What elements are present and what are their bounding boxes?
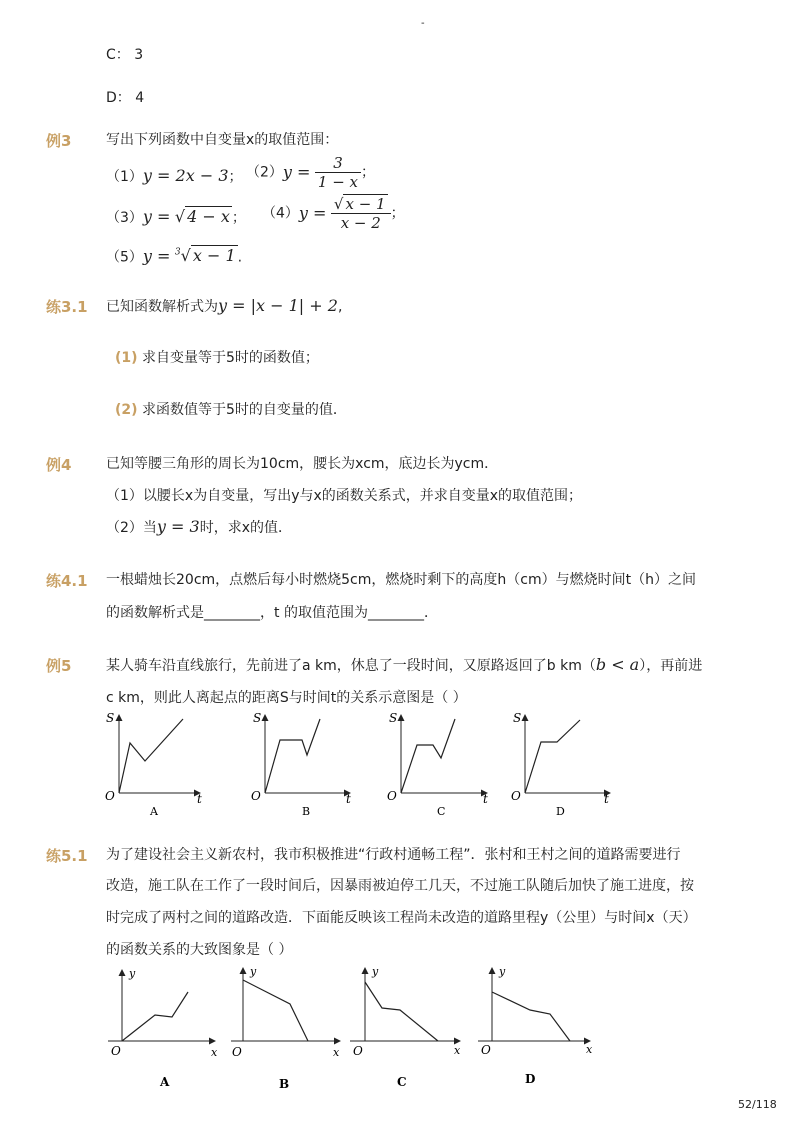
example-5-line-2: c km，则此人离起点的距离S与时间t的关系示意图是（ ） bbox=[106, 690, 467, 706]
pr51-graph-b-y-label: y bbox=[250, 965, 257, 978]
ex5-graph-d-caption: D bbox=[556, 805, 565, 818]
pr51-graph-a-y-label: y bbox=[129, 967, 136, 980]
ex5-graph-a-x-label: t bbox=[197, 792, 202, 806]
pr51-graph-c-curve bbox=[365, 982, 438, 1041]
ex3-item-4-fraction: $\frac{√ x - 1}{x - 2}$ bbox=[331, 195, 391, 232]
top-mark: - bbox=[421, 18, 425, 29]
ex5-graph-b-x-label: t bbox=[346, 792, 351, 806]
ex5-graph-b-caption: B bbox=[302, 805, 311, 818]
ex5-graph-b bbox=[251, 711, 351, 818]
pr51-graph-d-curve bbox=[492, 992, 570, 1041]
example-3-label: 例3 bbox=[46, 132, 72, 150]
ex5-graph-d-curve bbox=[525, 720, 580, 793]
ex3-item-1: （1）y = 2x − 3； bbox=[106, 166, 243, 185]
ex5-graph-c-origin: O bbox=[387, 789, 397, 803]
pr51-graph-d-x-label: x bbox=[586, 1043, 593, 1056]
pr51-graph-d bbox=[478, 965, 593, 1086]
pr51-graph-c bbox=[350, 965, 461, 1089]
practice-5-1-label: 练5.1 bbox=[46, 847, 88, 865]
practice-4-1-label: 练4.1 bbox=[46, 572, 88, 590]
ex3-item-5: （5）y = $^3$√ x − 1 . bbox=[106, 246, 243, 266]
example-4-line-3: （2）当y = 3时，求x的值． bbox=[106, 517, 293, 536]
example-5-graphs bbox=[95, 705, 615, 823]
practice-5-1-graphs bbox=[100, 962, 600, 1092]
pr51-graph-b bbox=[231, 965, 340, 1091]
practice-3-1-q2: (2) 求函数值等于5时的自变量的值． bbox=[115, 402, 347, 418]
pr51-graph-d-origin: O bbox=[481, 1043, 491, 1057]
pr51-graph-a bbox=[108, 967, 218, 1089]
ex5-graph-a-curve bbox=[119, 719, 183, 793]
ex5-graph-c-curve bbox=[401, 719, 455, 793]
pr51-graph-b-curve bbox=[243, 980, 308, 1041]
ex5-graph-a-origin: O bbox=[105, 789, 115, 803]
pr51-graph-a-x-label: x bbox=[211, 1046, 218, 1059]
ex3-item-3: （3）y = √ 4 − x ； bbox=[106, 207, 246, 226]
pr51-graph-a-origin: O bbox=[111, 1044, 121, 1058]
pr51-graph-c-caption: C bbox=[397, 1075, 407, 1089]
ex5-graph-d-origin: O bbox=[511, 789, 521, 803]
ex3-item-2: （2）y = $\frac{3}{1 - x}$ ； bbox=[246, 154, 376, 191]
ex5-graph-a-y-label: S bbox=[106, 711, 115, 725]
practice-4-1-line-2: 的函数解析式是________，t 的取值范围为________． bbox=[106, 605, 438, 621]
practice-5-1-line-4: 的函数关系的大致图象是（ ） bbox=[106, 942, 293, 958]
example-3-title: 写出下列函数中自变量x的取值范围： bbox=[106, 132, 339, 148]
practice-5-1-line-3: 时完成了两村之间的道路改造．下面能反映该工程尚未改造的道路里程y（公里）与时间x（天） bbox=[106, 910, 697, 926]
ex5-graph-a bbox=[105, 711, 202, 818]
ex5-graph-a-caption: A bbox=[150, 805, 158, 818]
option-d: D： 4 bbox=[106, 90, 145, 106]
ex5-graph-d-y-label: S bbox=[513, 711, 522, 725]
practice-3-1-label: 练3.1 bbox=[46, 298, 88, 316]
option-c: C： 3 bbox=[106, 47, 144, 63]
ex3-item-2-fraction: $\frac{3}{1 - x}$ bbox=[315, 154, 361, 191]
pr51-graph-b-x-label: x bbox=[333, 1046, 340, 1059]
pr51-graph-a-curve bbox=[122, 992, 188, 1041]
ex3-item-4: （4）y = $\frac{√ x - 1}{x - 2}$ ； bbox=[262, 195, 405, 232]
practice-3-1-stem: 已知函数解析式为y = |x − 1| + 2, bbox=[106, 296, 343, 315]
practice-4-1-line-1: 一根蜡烛长20cm，点燃后每小时燃烧5cm，燃烧时剩下的高度h（cm）与燃烧时间t（h）之间 bbox=[106, 572, 696, 588]
pr51-graph-d-caption: D bbox=[525, 1072, 536, 1086]
pr51-graph-d-y-label: y bbox=[499, 965, 506, 978]
ex5-graph-b-y-label: S bbox=[253, 711, 262, 725]
pr51-graph-b-origin: O bbox=[232, 1045, 242, 1059]
page-number: 52/118 bbox=[738, 1098, 777, 1111]
ex5-graph-d-x-label: t bbox=[604, 792, 609, 806]
ex5-graph-d bbox=[511, 711, 610, 818]
practice-3-1-q1: (1) 求自变量等于5时的函数值； bbox=[115, 350, 319, 366]
example-4-line-1: 已知等腰三角形的周长为10cm，腰长为xcm，底边长为ycm． bbox=[106, 456, 499, 472]
pr51-graph-a-caption: A bbox=[160, 1075, 170, 1089]
example-4-line-2: （1）以腰长x为自变量，写出y与x的函数关系式，并求自变量x的取值范围； bbox=[106, 488, 583, 504]
pr51-graph-c-y-label: y bbox=[372, 965, 379, 978]
pr51-graph-c-origin: O bbox=[353, 1044, 363, 1058]
ex5-graph-c-caption: C bbox=[437, 805, 446, 818]
practice-5-1-line-2: 改造，施工队在工作了一段时间后，因暴雨被迫停工几天，不过施工队随后加快了施工进度，按 bbox=[106, 878, 694, 894]
ex5-graph-b-curve bbox=[265, 719, 320, 793]
example-5-line-1: 某人骑车沿直线旅行，先前进了a km，休息了一段时间，又原路返回了b km（b < a），再前进 bbox=[106, 655, 703, 674]
ex5-graph-c-x-label: t bbox=[483, 792, 488, 806]
pr51-graph-b-caption: B bbox=[279, 1077, 290, 1091]
practice-5-1-line-1: 为了建设社会主义新农村，我市积极推进“行政村通畅工程”．张村和王村之间的道路需要进行 bbox=[106, 847, 681, 863]
ex5-graph-c bbox=[387, 711, 488, 818]
pr51-graph-c-x-label: x bbox=[454, 1044, 461, 1057]
ex5-graph-c-y-label: S bbox=[389, 711, 398, 725]
example-5-label: 例5 bbox=[46, 657, 72, 675]
ex5-graph-b-origin: O bbox=[251, 789, 261, 803]
example-4-label: 例4 bbox=[46, 456, 72, 474]
